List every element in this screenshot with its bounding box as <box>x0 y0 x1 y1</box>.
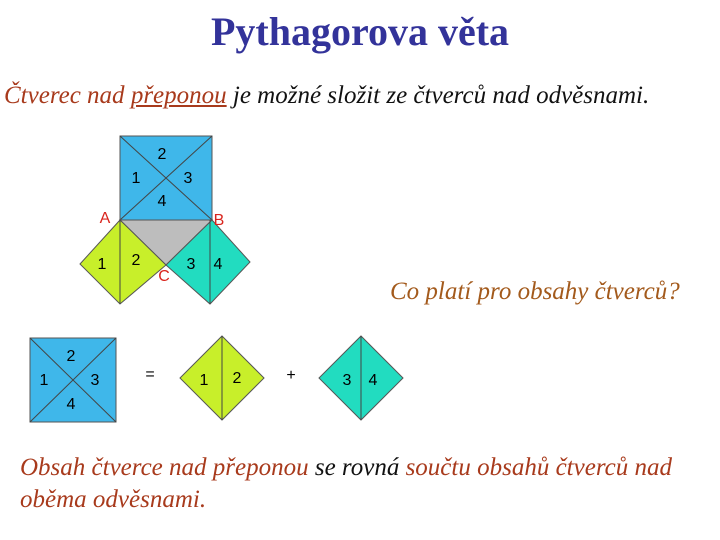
hyp-piece-label-4: 4 <box>157 193 167 210</box>
equals-sign: = <box>145 366 155 383</box>
vertex-label-c: C <box>158 268 170 285</box>
leg-b-piece-label-4: 4 <box>213 256 223 273</box>
leg-a-piece-label-2: 2 <box>131 252 141 269</box>
eq-hyp-piece-4: 4 <box>66 396 76 413</box>
leg-b-piece-label-3: 3 <box>186 256 196 273</box>
eq-leg-b-piece-4: 4 <box>368 372 378 389</box>
statement-hypotenuse-word: přeponou <box>130 82 227 109</box>
plus-sign: + <box>286 367 296 384</box>
leg-a-piece-label-1: 1 <box>97 256 107 273</box>
vertex-label-b: B <box>213 212 225 229</box>
statement-part-3: je možné složit ze čtverců nad odvěsnami. <box>226 82 650 109</box>
hyp-piece-label-2: 2 <box>157 146 167 163</box>
construction-figure <box>80 136 250 304</box>
eq-leg-a-piece-1: 1 <box>199 372 209 389</box>
hyp-piece-label-1: 1 <box>131 170 141 187</box>
eq-leg-a-piece-2: 2 <box>232 370 242 387</box>
eq-hyp-piece-3: 3 <box>90 372 100 389</box>
eq-leg-b-piece-3: 3 <box>342 372 352 389</box>
conclusion-part-1: Obsah čtverce nad <box>20 454 213 481</box>
conclusion-sum-word: součtu <box>405 454 471 481</box>
vertex-label-a: A <box>99 210 111 227</box>
question-text: Co platí pro obsahy čtverců? <box>390 278 680 305</box>
statement-part-1: Čtverec nad <box>4 82 131 109</box>
conclusion-part-5: obsahů čtverců nad <box>470 454 672 481</box>
eq-hyp-piece-2: 2 <box>66 348 76 365</box>
eq-hyp-piece-1: 1 <box>39 372 49 389</box>
conclusion-hypotenuse-word: přeponou <box>212 454 309 481</box>
hyp-piece-label-3: 3 <box>183 170 193 187</box>
conclusion-part-3: se rovná <box>308 454 406 481</box>
conclusion-line-2: oběma odvěsnami. <box>20 486 207 513</box>
area-equation <box>30 336 403 422</box>
page-title: Pythagorova věta <box>210 9 510 54</box>
